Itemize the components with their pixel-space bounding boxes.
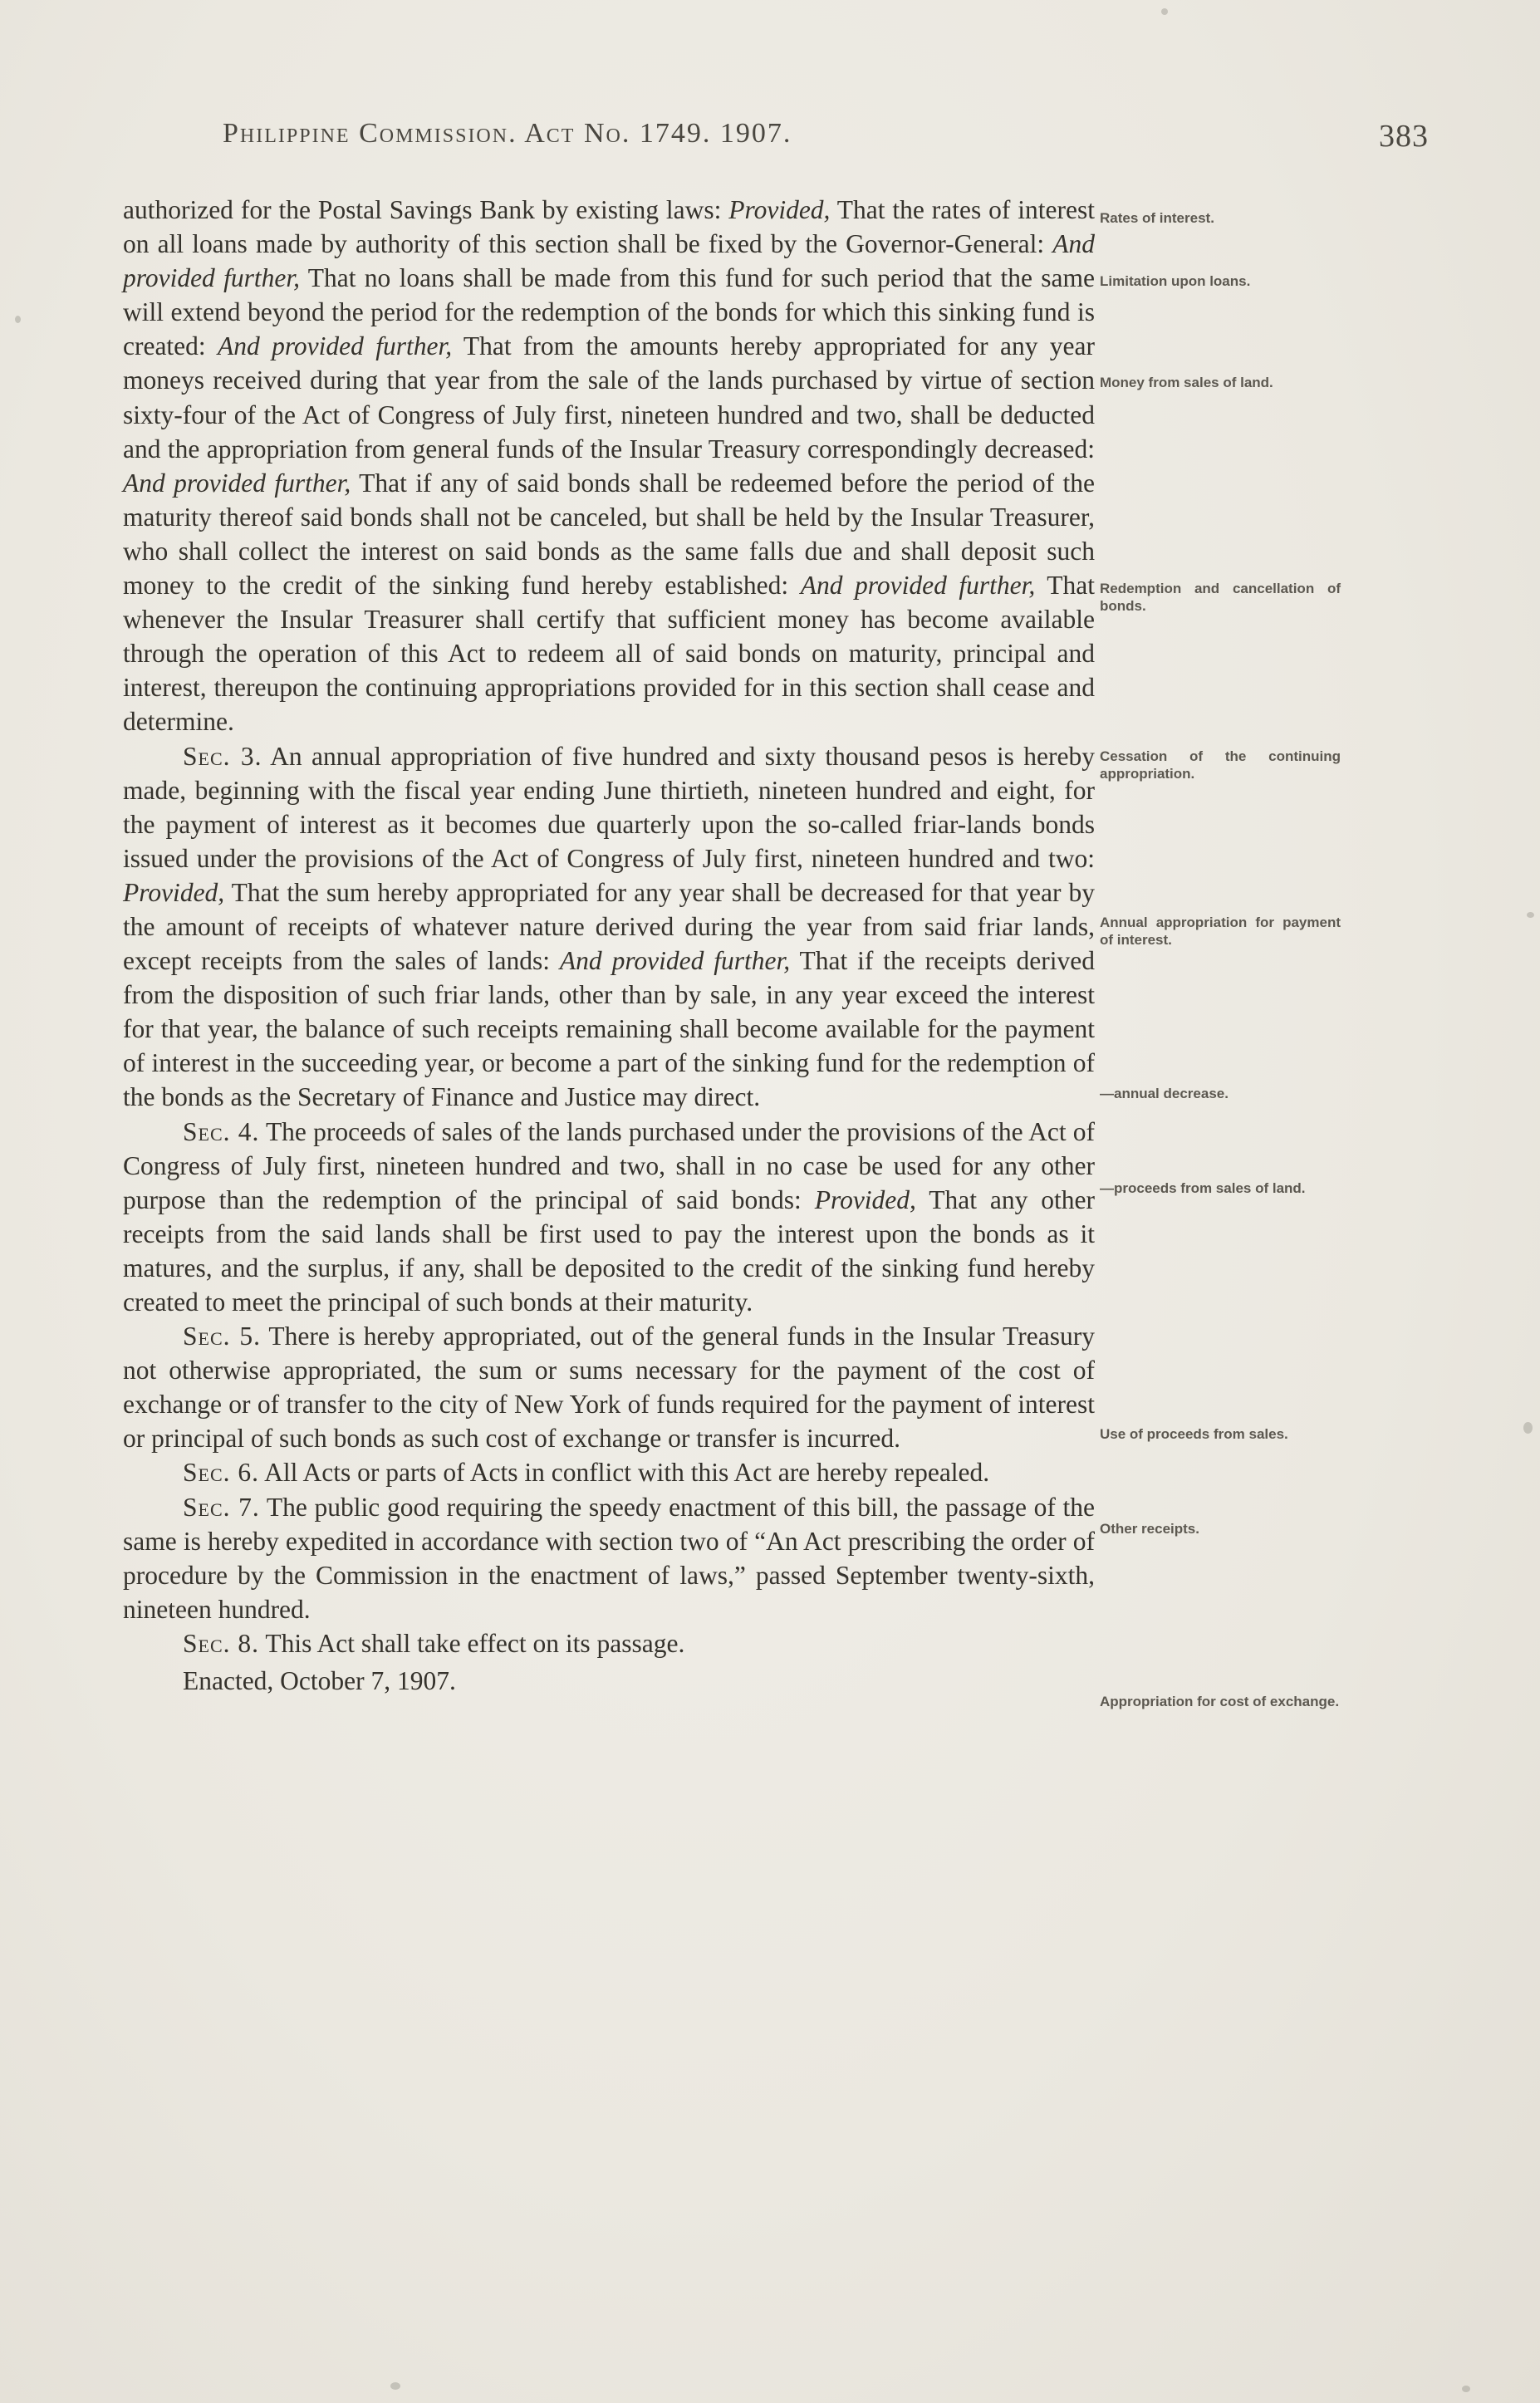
proviso-phrase: Provided, xyxy=(123,877,225,907)
text-run: That if the receipts derived from the disposition of such friar lands, other than by sale, in any year exceed the interest for that year, the balance of such receipts remaining shall become available for the payment of interest in the succeeding year, or become a part of the sinking fund for the redemption of the bonds as the Secretary of Finance and Justice may direct. xyxy=(123,946,1095,1112)
margin-note: Rates of interest. xyxy=(1100,210,1214,226)
proviso-phrase: And provided further, xyxy=(800,571,1036,601)
section-label: Sec. 6. xyxy=(183,1458,260,1488)
scan-speck xyxy=(1523,1422,1533,1434)
text-run: The proceeds of sales of the lands purchased under the provisions of the Act of Congress of July first, nineteen hundred and two, shall in no case be used for any other purpose than the redemption of the principal of said bonds: xyxy=(123,1116,1095,1214)
section-label: Sec. 5. xyxy=(183,1322,262,1351)
text-run: This Act shall take effect on its passage. xyxy=(259,1628,685,1658)
text-run: That from the amounts hereby appropriated for any year moneys received during that year from the sale of the lands purchased by virtue of section sixty-four of the Act of Congress of July first, nineteen hundred and two, shall be deducted and the appropriation from general funds of the Insular Treasury correspondingly decreased: xyxy=(123,331,1096,463)
text-run: Enacted, October 7, 1907. xyxy=(183,1666,456,1696)
margin-note: Appropriation for cost of exchange. xyxy=(1100,1694,1340,1709)
proviso-phrase: And provided further, xyxy=(123,229,1095,293)
proviso-phrase: And provided further, xyxy=(123,468,351,498)
act-body-text xyxy=(123,193,1095,1698)
section-label: Sec. 8. xyxy=(183,1628,260,1658)
text-run: All Acts or parts of Acts in conflict with this Act are hereby repealed. xyxy=(259,1458,990,1488)
text-run: That no loans shall be made from this fund for such period that the same will extend beyond the period for the redemption of the bonds for which this sinking fund is created: xyxy=(123,263,1095,361)
margin-note: Money from sales of land. xyxy=(1100,375,1273,390)
margin-note: Limitation upon loans. xyxy=(1100,273,1251,289)
text-run: An annual appropriation of five hundred and sixty thousand pesos is hereby made, beginning with the fiscal year ending June thirtieth, nineteen hundred and eight, for the payment of interest as it becomes due quarterly upon the so-called friar-lands bonds issued under the provisions of the Act of Congress of July first, nineteen hundred and two: xyxy=(123,741,1095,873)
section-paragraph xyxy=(123,1455,1095,1489)
section-label: Sec. 7. xyxy=(183,1492,260,1522)
text-run: That the sum hereby appropriated for any year shall be decreased for that year by the amount of receipts of whatever nature derived during the year from said friar lands, except receipts from the sales of lands: xyxy=(123,877,1095,976)
section-paragraph xyxy=(123,1319,1095,1455)
margin-note: Redemption and cancellation of bonds. xyxy=(1100,581,1341,614)
scan-speck xyxy=(1462,2386,1470,2392)
running-header xyxy=(0,118,1540,168)
text-run: That the rates of interest on all loans made by authority of this section shall be fixed by the Governor-General: xyxy=(123,195,1095,259)
section-paragraph xyxy=(123,1490,1095,1626)
running-title: Philippine Commission. Act No. 1749. 1907. xyxy=(223,118,792,149)
section-paragraph xyxy=(123,739,1095,1115)
proviso-phrase: Provided, xyxy=(814,1184,916,1214)
continued-paragraph xyxy=(123,193,1095,739)
text-run: There is hereby appropriated, out of the general funds in the Insular Treasury not otherwise appropriated, the sum or sums necessary for the payment of the cost of exchange or of transfer to the city of New York of funds required for the payment of interest or principal of such bonds as such cost of exchange or transfer is incurred. xyxy=(123,1322,1095,1454)
section-paragraph xyxy=(123,1115,1095,1320)
text-run: That if any of said bonds shall be redeemed before the period of the maturity thereof said bonds shall not be canceled, but shall be held by the Insular Treasurer, who shall collect the interest on said bonds as the same falls due and shall deposit such money to the credit of the sinking fund hereby established: xyxy=(123,468,1095,601)
enactment-date xyxy=(123,1664,1095,1698)
margin-note: —annual decrease. xyxy=(1100,1086,1229,1101)
page-number: 383 xyxy=(1379,119,1429,154)
text-run: The public good requiring the speedy enactment of this bill, the passage of the same is hereby expedited in accordance with section two of “An Act prescribing the order of procedure by the Commission in the enactment of laws,” passed September twenty-sixth, nineteen hundred. xyxy=(123,1492,1095,1624)
proviso-phrase: And provided further, xyxy=(559,946,791,976)
margin-note: Annual appropriation for payment of interest. xyxy=(1100,915,1341,948)
scan-speck xyxy=(15,316,21,323)
margin-note: Cessation of the continuing appropriation. xyxy=(1100,748,1341,782)
margin-note: Other receipts. xyxy=(1100,1521,1199,1537)
text-run: That any other receipts from the said lands shall be first used to pay the interest upon the bonds as it matures, and the surplus, if any, shall be deposited to the credit of the sinking fund hereby created to meet the principal of such bonds at their maturity. xyxy=(123,1184,1096,1317)
margin-note: Use of proceeds from sales. xyxy=(1100,1426,1288,1442)
section-label: Sec. 3. xyxy=(183,741,262,771)
scan-speck xyxy=(1161,8,1168,15)
margin-note: —proceeds from sales of land. xyxy=(1100,1180,1306,1196)
scan-speck xyxy=(1527,912,1534,918)
proviso-phrase: And provided further, xyxy=(218,331,453,361)
text-run: That whenever the Insular Treasurer shall certify that sufficient money has become available through the operation of this Act to redeem all of said bonds on maturity, principal and interest, thereupon the continuing appropriations provided for in this section shall cease and determine. xyxy=(123,571,1096,737)
text-run: authorized for the Postal Savings Bank by existing laws: xyxy=(123,195,729,224)
section-label: Sec. 4. xyxy=(183,1116,260,1146)
section-paragraph xyxy=(123,1626,1095,1660)
proviso-phrase: Provided, xyxy=(728,195,831,224)
scan-speck xyxy=(390,2382,400,2390)
